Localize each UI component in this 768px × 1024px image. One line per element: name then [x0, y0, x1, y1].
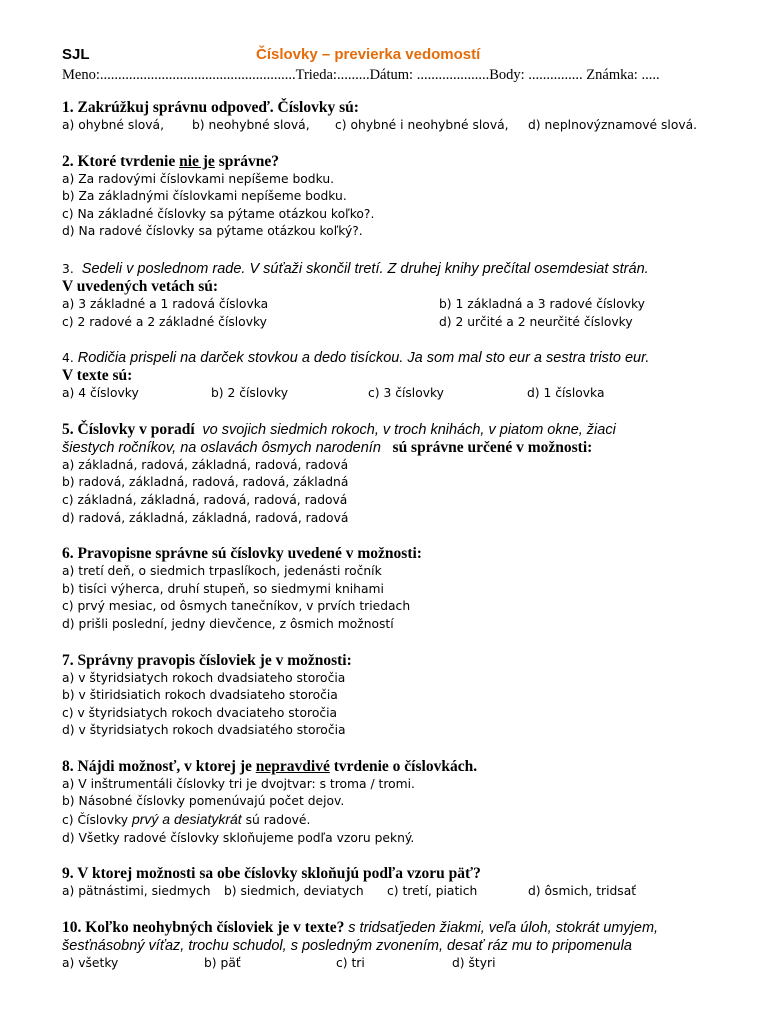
option-c: c) 3 číslovky — [368, 386, 444, 401]
option-c: c) 2 radové a 2 základné číslovky — [62, 314, 267, 329]
question-4-text — [62, 349, 712, 367]
heading-text-end: správne? — [214, 152, 279, 170]
option-c: c) ohybné i neohybné slová, — [335, 118, 509, 132]
worksheet-title: Číslovky – previerka vedomostí — [256, 46, 481, 63]
option-c: c) tri — [336, 955, 365, 970]
question-3-options-row-2 — [62, 314, 712, 332]
question-phrase-line-1: vo svojich siedmich rokoch, v troch knihách, v piatom okne, žiaci — [202, 421, 616, 438]
option-b: b) v štiridsiatich rokoch dvadsiateho storočia — [62, 688, 338, 703]
option-d: d) 1 číslovka — [527, 386, 605, 401]
question-4-options — [62, 385, 712, 403]
heading-text: 2. Ktoré tvrdenie — [62, 152, 180, 170]
question-3-subheading: V uvedených vetách sú: — [62, 277, 219, 295]
option-b: b) siedmich, deviatych — [224, 884, 364, 899]
question-6-heading: 6. Pravopisne správne sú číslovky uvedené v možnosti: — [62, 545, 422, 563]
question-1-options — [62, 117, 712, 135]
heading-underlined-text: nepravdivé — [255, 757, 330, 775]
question-4 — [62, 349, 712, 403]
question-sentence: Sedeli v poslednom rade. V súťaži skončil tretí. Z druhej knihy prečítal osemdesiat strán. — [81, 260, 649, 277]
question-number: 3. — [62, 261, 74, 276]
question-sentence: Rodičia prispeli na darček stovkou a dedo tisíckou. Ja som mal sto eur a sestra tristo eur. — [77, 350, 650, 367]
option-c: c) základná, základná, radová, radová, radová — [62, 492, 348, 507]
worksheet-page — [62, 46, 712, 972]
option-b: b) Za základnými číslovkami nepíšeme bodku. — [62, 189, 347, 204]
option-a: a) 4 číslovky — [62, 386, 139, 401]
question-5 — [62, 421, 712, 527]
student-fields-line: Meno:......................................................Trieda:.........Dátum: ....................Body: ............... Známka: ..... — [62, 67, 660, 83]
question-6 — [62, 545, 712, 633]
option-d: d) 2 určité a 2 neurčité číslovky — [439, 314, 633, 329]
option-b: b) Násobné číslovky pomenúvajú počet dejov. — [62, 794, 345, 809]
option-d: d) Všetky radové číslovky skloňujeme podľa vzoru pekný. — [62, 830, 415, 845]
option-b: b) 2 číslovky — [211, 386, 289, 401]
header — [62, 46, 712, 66]
question-7 — [62, 652, 712, 740]
option-a: a) tretí deň, o siedmich trpaslíkoch, jedenásti ročník — [62, 564, 382, 579]
heading-underlined-text: nie je — [179, 152, 215, 170]
question-7-heading: 7. Správny pravopis čísloviek je v možnosti: — [62, 651, 352, 669]
option-d: d) neplnovýznamové slová. — [528, 118, 698, 132]
heading-text: 5. Číslovky v poradí — [62, 420, 195, 438]
option-d: d) v štyridsiatych rokoch dvadsiatého storočia — [62, 723, 346, 738]
option-d: d) Na radové číslovky sa pýtame otázkou koľký?. — [62, 224, 363, 239]
question-5-heading — [62, 421, 712, 439]
question-2 — [62, 153, 712, 241]
option-b: b) neohybné slová, — [192, 118, 310, 132]
question-number: 4. — [62, 351, 74, 366]
question-5-heading-line-2 — [62, 439, 712, 457]
question-9-heading: 9. V ktorej možnosti sa obe číslovky skloňujú podľa vzoru päť? — [62, 865, 481, 883]
option-c-italic-words: prvý a desiatykrát — [131, 811, 242, 828]
option-c: c) prvý mesiac, od ôsmych tanečníkov, v prvích triedach — [62, 599, 411, 614]
option-a: a) Za radovými číslovkami nepíšeme bodku. — [62, 171, 335, 186]
question-4-subheading: V texte sú: — [62, 367, 133, 385]
heading-text-end: sú správne určené v možnosti: — [392, 438, 593, 456]
option-d: d) štyri — [452, 955, 496, 970]
option-b: b) päť — [204, 955, 241, 970]
option-c: c) tretí, piatich — [387, 884, 478, 899]
question-3-text — [62, 260, 712, 278]
option-b: b) radová, základná, radová, radová, základná — [62, 475, 349, 490]
question-10-heading — [62, 919, 712, 937]
option-c-text: c) Číslovky — [62, 813, 132, 828]
option-c: c) v štyridsiatych rokoch dvaciateho storočia — [62, 705, 338, 720]
question-10 — [62, 919, 712, 973]
question-3 — [62, 260, 712, 331]
question-8 — [62, 758, 712, 847]
question-3-options-row-1 — [62, 296, 712, 314]
heading-text-end: tvrdenie o číslovkách. — [329, 757, 478, 775]
option-c — [62, 811, 712, 830]
option-d: d) ôsmich, tridsať — [528, 884, 637, 899]
option-b: b) 1 základná a 3 radové číslovky — [439, 296, 645, 311]
question-10-options — [62, 955, 712, 973]
question-9 — [62, 865, 712, 901]
question-1 — [62, 99, 712, 135]
question-phrase-line-2: šiestych ročníkov, na oslavách ôsmych narodenín — [62, 439, 381, 456]
question-8-heading — [62, 758, 712, 776]
option-a: a) pätnástimi, siedmych — [62, 884, 211, 899]
option-a: a) v štyridsiatych rokoch dvadsiateho storočia — [62, 670, 346, 685]
heading-text: 10. Koľko neohybných čísloviek je v texte? — [62, 918, 345, 936]
subject-label: SJL — [62, 46, 90, 63]
option-a: a) ohybné slová, — [62, 118, 164, 132]
question-10-phrase-line-2: šesťnásobný víťaz, trochu schudol, s posledným zvonením, desať ráz mu to pripomenula — [62, 937, 632, 954]
option-c: c) Na základné číslovky sa pýtame otázkou koľko?. — [62, 206, 375, 221]
option-d: d) prišli poslední, jedny dievčence, z ôsmich možností — [62, 616, 394, 631]
option-a: a) 3 základné a 1 radová číslovka — [62, 296, 269, 311]
question-9-options — [62, 883, 712, 901]
heading-text: 8. Nájdi možnosť, v ktorej je — [62, 757, 256, 775]
option-a: a) V inštrumentáli číslovky tri je dvojtvar: s troma / tromi. — [62, 776, 415, 791]
option-a: a) základná, radová, základná, radová, radová — [62, 457, 349, 472]
question-1-heading: 1. Zakrúžkuj správnu odpoveď. Číslovky sú: — [62, 99, 359, 116]
option-b: b) tisíci výherca, druhí stupeň, so siedmymi knihami — [62, 581, 384, 596]
option-c-text-end: sú radové. — [241, 813, 311, 828]
question-phrase-line-1: s tridsaťjeden žiakmi, veľa úloh, stokrát umyjem, — [348, 919, 659, 936]
question-2-heading — [62, 153, 712, 171]
option-a: a) všetky — [62, 955, 119, 970]
option-d: d) radová, základná, základná, radová, radová — [62, 510, 349, 525]
